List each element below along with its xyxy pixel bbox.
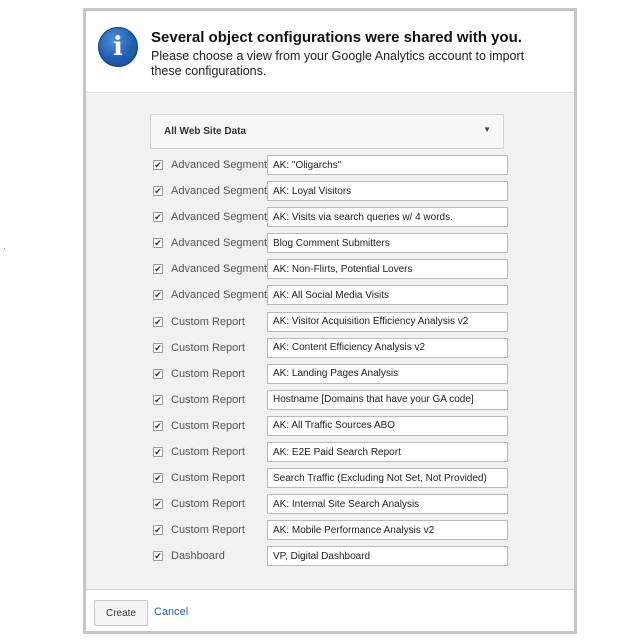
include-checkbox[interactable]: ✔: [154, 238, 162, 249]
include-checkbox[interactable]: ✔: [154, 473, 162, 484]
config-row: [151, 259, 511, 285]
config-name-input[interactable]: [267, 468, 508, 488]
config-type-label: Custom Report: [171, 498, 245, 511]
config-name-input[interactable]: [267, 416, 508, 436]
config-type-label: Custom Report: [171, 367, 245, 380]
config-row: [151, 546, 511, 572]
config-row: [151, 416, 511, 442]
include-checkbox[interactable]: ✔: [154, 368, 162, 379]
info-icon: i: [98, 27, 138, 67]
config-name-input[interactable]: [267, 442, 508, 462]
include-checkbox[interactable]: ✔: [154, 447, 162, 458]
config-type-label: Advanced Segment: [171, 289, 268, 302]
config-name-input[interactable]: [267, 494, 508, 514]
config-name-input[interactable]: [267, 520, 508, 540]
include-checkbox[interactable]: ✔: [154, 186, 162, 197]
config-name-input[interactable]: [267, 338, 508, 358]
config-type-label: Advanced Segment: [171, 237, 268, 250]
config-row: [151, 312, 511, 338]
dialog-body: [86, 94, 574, 589]
config-name-input[interactable]: [267, 155, 508, 175]
config-name-input[interactable]: [267, 364, 508, 384]
include-checkbox[interactable]: ✔: [154, 316, 162, 327]
config-name-input[interactable]: [267, 207, 508, 227]
config-row: [151, 364, 511, 390]
config-row: [151, 181, 511, 207]
dialog-title: Several object configurations were shared with you.: [151, 29, 522, 46]
config-row: [151, 338, 511, 364]
stray-dot: [4, 248, 5, 249]
config-name-input[interactable]: [267, 181, 508, 201]
dialog-header: [86, 11, 574, 93]
config-type-label: Custom Report: [171, 393, 245, 406]
config-type-label: Custom Report: [171, 446, 245, 459]
view-select-value: All Web Site Data: [164, 126, 247, 137]
dialog-footer: [86, 589, 574, 631]
config-type-label: Custom Report: [171, 419, 245, 432]
config-row: [151, 468, 511, 494]
view-select[interactable]: [150, 114, 504, 149]
include-checkbox[interactable]: ✔: [154, 551, 162, 562]
include-checkbox[interactable]: ✔: [154, 394, 162, 405]
include-checkbox[interactable]: ✔: [154, 499, 162, 510]
include-checkbox[interactable]: ✔: [154, 420, 162, 431]
include-checkbox[interactable]: ✔: [154, 290, 162, 301]
include-checkbox[interactable]: ✔: [154, 160, 162, 170]
config-row: [151, 494, 511, 520]
config-type-label: Advanced Segment: [171, 159, 268, 171]
config-type-label: Custom Report: [171, 315, 245, 328]
include-checkbox[interactable]: ✔: [154, 264, 162, 275]
include-checkbox[interactable]: ✔: [154, 525, 162, 536]
config-row: [151, 155, 511, 181]
config-name-input[interactable]: [267, 546, 508, 566]
config-name-input[interactable]: [267, 390, 508, 410]
config-type-label: Custom Report: [171, 472, 245, 485]
include-checkbox[interactable]: ✔: [154, 342, 162, 353]
config-name-input[interactable]: [267, 285, 508, 305]
config-row: [151, 442, 511, 468]
config-row: [151, 285, 511, 311]
config-type-label: Custom Report: [171, 524, 245, 537]
import-dialog: [83, 8, 577, 634]
config-type-label: Advanced Segment: [171, 185, 268, 198]
config-name-input[interactable]: [267, 233, 508, 253]
config-row: [151, 520, 511, 546]
config-row: [151, 207, 511, 233]
configuration-list: [151, 155, 511, 573]
config-row: [151, 233, 511, 259]
config-type-label: Dashboard: [171, 550, 225, 563]
create-button[interactable]: Create: [94, 600, 148, 626]
config-row: [151, 390, 511, 416]
config-name-input[interactable]: [267, 312, 508, 332]
config-type-label: Advanced Segment: [171, 263, 268, 276]
config-name-input[interactable]: [267, 259, 508, 279]
include-checkbox[interactable]: ✔: [154, 212, 162, 223]
dropdown-arrow-icon: ▼: [483, 125, 491, 134]
dialog-description: Please choose a view from your Google Analytics account to import these configurations.: [151, 49, 525, 78]
cancel-link[interactable]: Cancel: [154, 606, 189, 618]
config-type-label: Custom Report: [171, 341, 245, 354]
config-type-label: Advanced Segment: [171, 211, 268, 224]
